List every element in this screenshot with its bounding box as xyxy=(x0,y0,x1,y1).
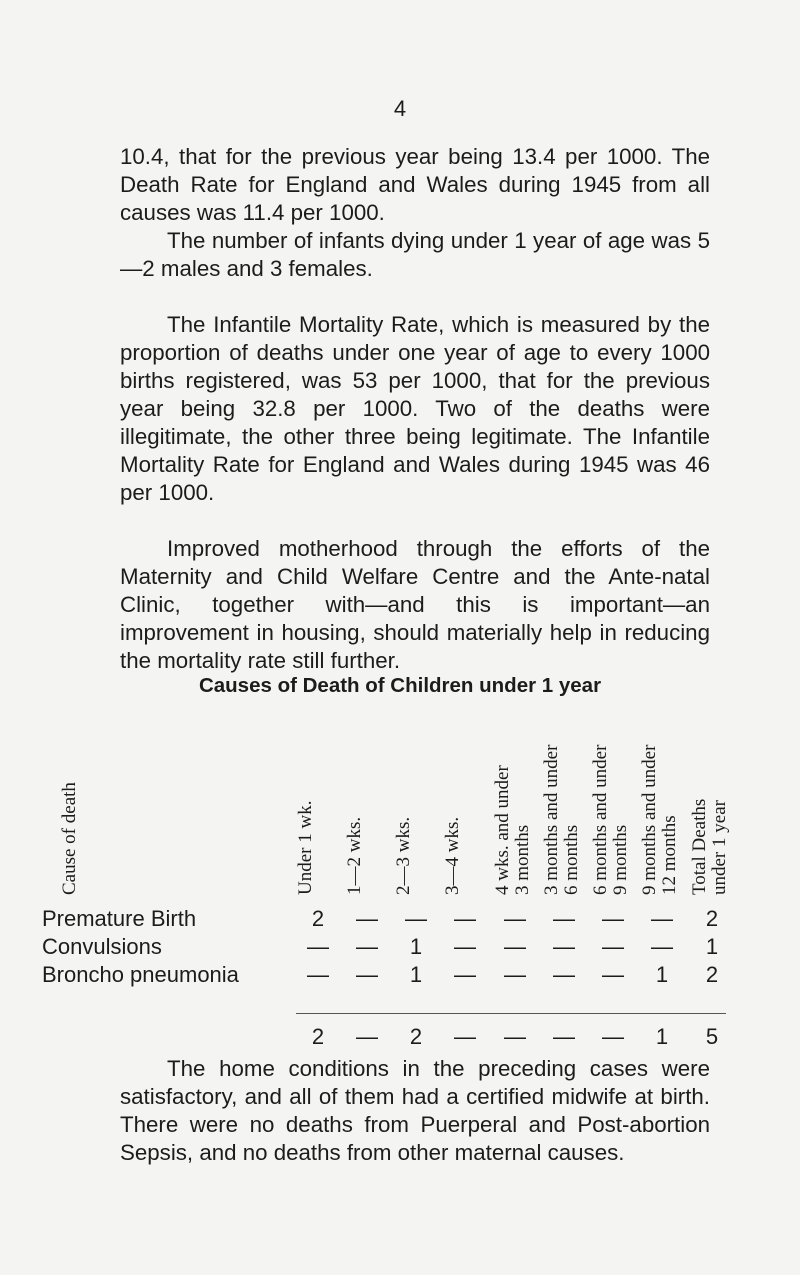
table-cell: — xyxy=(356,934,378,959)
totals-divider xyxy=(296,1013,726,1014)
paragraph-death-rate: 10.4, that for the previous year being 13.4 per 1000. The Death Rate for England and Wales during 1945 from all causes was 11.4 per 1000. xyxy=(120,144,710,225)
table-cell: 1 xyxy=(409,934,423,959)
total-cell: — xyxy=(602,1024,624,1049)
table-cell: — xyxy=(651,934,673,959)
table-cell: — xyxy=(405,906,427,931)
total-cell: 2 xyxy=(409,1024,423,1049)
header-6-9-months: 6 months and under 9 months xyxy=(590,744,631,895)
total-cell: 2 xyxy=(311,1024,325,1049)
table-cell: — xyxy=(504,906,526,931)
header-3-6-months: 3 months and under 6 months xyxy=(541,744,582,895)
table-cell: — xyxy=(602,934,624,959)
table-cell: — xyxy=(356,906,378,931)
row-label: Convulsions xyxy=(42,934,162,959)
table-cell: — xyxy=(602,906,624,931)
table-cell: — xyxy=(307,934,329,959)
paragraph-improvements: Improved motherhood through the efforts of the Maternity and Child Welfare Centre and the Ante-natal Clinic, together with—and this is important—an improvement in housing, should materially help in reducing the mortality rate still further. xyxy=(120,536,710,673)
table-cell: 1 xyxy=(705,934,719,959)
table-cell: 1 xyxy=(655,962,669,987)
table-cell: — xyxy=(602,962,624,987)
header-3-4-wks: 3—4 wks. xyxy=(442,816,463,895)
total-cell: — xyxy=(504,1024,526,1049)
header-1-2-wks: 1—2 wks. xyxy=(344,816,365,895)
total-cell: — xyxy=(356,1024,378,1049)
total-cell: — xyxy=(553,1024,575,1049)
row-label: Premature Birth xyxy=(42,906,197,931)
row-label: Broncho pneumonia xyxy=(42,962,239,987)
table-cell: 2 xyxy=(311,906,325,931)
table-cell: — xyxy=(307,962,329,987)
paragraph-infant-deaths: The number of infants dying under 1 year of age was 5—2 males and 3 females. xyxy=(120,228,710,281)
paragraph-home-conditions: The home conditions in the preceding cases were satisfactory, and all of them had a certified midwife at birth. There were no deaths from Puerperal and Post-abortion Sepsis, and no deaths from other maternal causes. xyxy=(120,1056,710,1165)
table-cell: — xyxy=(356,962,378,987)
header-total-deaths: Total Deaths under 1 year xyxy=(689,798,730,895)
table-cell: 1 xyxy=(409,962,423,987)
table-cell: 2 xyxy=(705,962,719,987)
header-under-1-wk: Under 1 wk. xyxy=(295,800,316,895)
table-cell: — xyxy=(553,906,575,931)
total-cell: — xyxy=(454,1024,476,1049)
table-cell: — xyxy=(504,934,526,959)
table-title: Causes of Death of Children under 1 year xyxy=(198,674,602,697)
table-cell: — xyxy=(504,962,526,987)
table-cell: — xyxy=(553,962,575,987)
table-cell: — xyxy=(651,906,673,931)
total-cell: 5 xyxy=(705,1024,719,1049)
table-cell: — xyxy=(454,906,476,931)
header-2-3-wks: 2—3 wks. xyxy=(393,816,414,895)
table-cell: — xyxy=(553,934,575,959)
table-cell: — xyxy=(454,934,476,959)
total-cell: 1 xyxy=(655,1024,669,1049)
paragraph-infantile-mortality: The Infantile Mortality Rate, which is measured by the proportion of deaths under one year of age to every 1000 births registered, was 53 per 1000, that for the previous year being 32.8 per 1000. Two of the deaths were illegitimate, the other three being legitimate. The Infantile Mortality Rate for England and Wales during 1945 was 46 per 1000. xyxy=(120,312,710,505)
page-number: 4 xyxy=(393,96,407,121)
table-cell: 2 xyxy=(705,906,719,931)
header-cause: Cause of death xyxy=(59,782,80,895)
header-9-12-months: 9 months and under 12 months xyxy=(639,744,680,895)
header-4wks-3months: 4 wks. and under 3 months xyxy=(492,765,533,895)
table-cell: — xyxy=(454,962,476,987)
